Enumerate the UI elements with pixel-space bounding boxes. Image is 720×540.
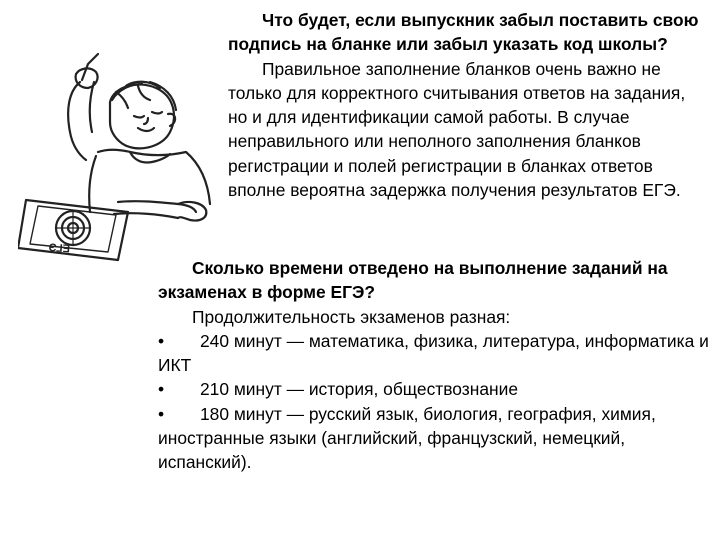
signature-section: [228, 8, 708, 202]
list-item: [158, 377, 713, 401]
list-item: [158, 402, 713, 475]
exam-duration-section: [158, 256, 713, 475]
question-signature: Что будет, если выпускник забыл поставить свою подпись на бланке или забыл указать код школы?: [228, 10, 699, 55]
answer-signature: Правильное заполнение бланков очень важно не только для корректного считывания ответов на задания, но и для идентификации самой работы. В случае неправильного или неполного заполнения бланков регистрации и полей регистрации в бланках ответов вполне вероятна задержка получения результатов ЕГЭ.: [228, 58, 686, 201]
question-duration: Сколько времени отведено на выполнение заданий на экзаменах в форме ЕГЭ?: [158, 258, 668, 303]
bullet: •: [158, 403, 165, 424]
duration-item-3: 180 минут — русский язык, биология, география, химия, иностранные языки (английский, французский, немецкий, испанский).: [158, 403, 656, 473]
duration-intro: Продолжительность экзаменов разная:: [192, 306, 511, 327]
bullet: •: [158, 379, 165, 400]
student-writing-illustration: [18, 52, 223, 262]
paper-label: ЕГЭ: [48, 240, 71, 254]
list-item: [158, 329, 713, 378]
bullet: •: [158, 330, 165, 351]
duration-item-1: 240 минут — математика, физика, литература, информатика и ИКТ: [158, 330, 709, 376]
duration-item-2: 210 минут — история, обществознание: [200, 379, 518, 400]
